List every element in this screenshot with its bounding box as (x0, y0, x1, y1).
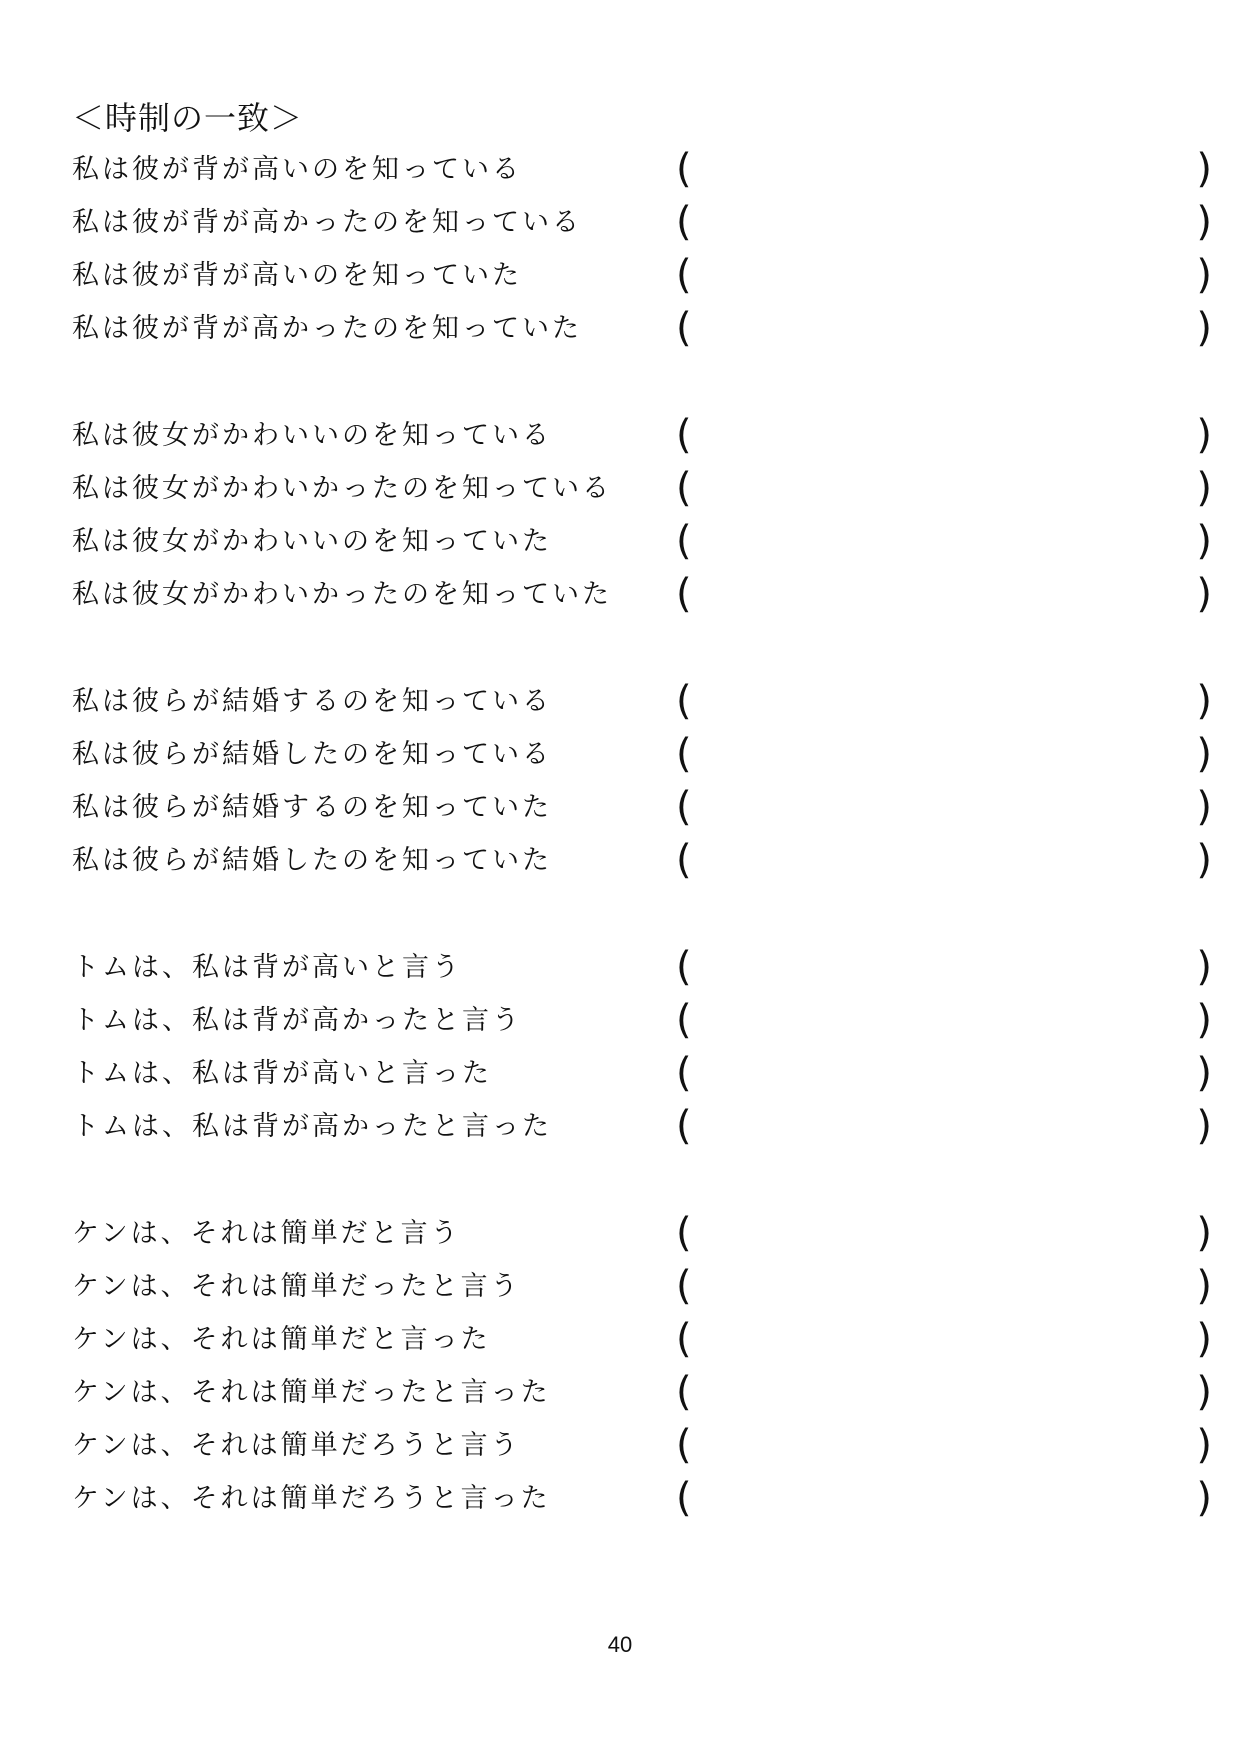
sentence-text: 私は彼が背が高かったのを知っている (72, 207, 582, 238)
exercise-section (72, 414, 1212, 626)
sentence-text: ケンは、それは簡単だったと言う (72, 1271, 521, 1302)
answer-blank[interactable] (676, 414, 1212, 460)
answer-blank[interactable] (676, 1212, 1212, 1258)
sentence-text: ケンは、それは簡単だったと言った (72, 1377, 551, 1408)
exercise-sections (72, 148, 1212, 1584)
close-paren: ) (1196, 1316, 1212, 1362)
close-paren: ) (1196, 1475, 1212, 1521)
open-paren: ( (676, 1210, 692, 1256)
answer-blank[interactable] (676, 467, 1212, 513)
exercise-row (72, 680, 1212, 733)
exercise-row (72, 467, 1212, 520)
answer-blank[interactable] (676, 201, 1212, 247)
open-paren: ( (676, 199, 692, 245)
answer-blank[interactable] (676, 1424, 1212, 1470)
exercise-row (72, 1212, 1212, 1265)
answer-blank[interactable] (676, 573, 1212, 619)
open-paren: ( (676, 252, 692, 298)
sentence-text: 私は彼が背が高いのを知っていた (72, 260, 522, 291)
open-paren: ( (676, 571, 692, 617)
exercise-section (72, 946, 1212, 1158)
exercise-row (72, 733, 1212, 786)
close-paren: ) (1196, 837, 1212, 883)
close-paren: ) (1196, 518, 1212, 564)
exercise-row (72, 1371, 1212, 1424)
exercise-row (72, 1052, 1212, 1105)
close-paren: ) (1196, 146, 1212, 192)
answer-blank[interactable] (676, 680, 1212, 726)
exercise-row (72, 254, 1212, 307)
sentence-text: ケンは、それは簡単だと言う (72, 1218, 461, 1249)
exercise-row (72, 1105, 1212, 1158)
close-paren: ) (1196, 571, 1212, 617)
exercise-row (72, 946, 1212, 999)
open-paren: ( (676, 412, 692, 458)
sentence-text: トムは、私は背が高いと言う (72, 952, 462, 983)
open-paren: ( (676, 731, 692, 777)
sentence-text: 私は彼らが結婚したのを知っていた (72, 845, 552, 876)
sentence-text: トムは、私は背が高いと言った (72, 1058, 492, 1089)
answer-blank[interactable] (676, 148, 1212, 194)
close-paren: ) (1196, 305, 1212, 351)
open-paren: ( (676, 1475, 692, 1521)
close-paren: ) (1196, 465, 1212, 511)
exercise-row (72, 1424, 1212, 1477)
answer-blank[interactable] (676, 839, 1212, 885)
sentence-text: 私は彼らが結婚するのを知っていた (72, 792, 552, 823)
close-paren: ) (1196, 412, 1212, 458)
sentence-text: ケンは、それは簡単だろうと言った (72, 1483, 551, 1514)
open-paren: ( (676, 678, 692, 724)
sentence-text: ケンは、それは簡単だと言った (72, 1324, 491, 1355)
sentence-text: 私は彼女がかわいいのを知っていた (72, 526, 552, 557)
sentence-text: ケンは、それは簡単だろうと言う (72, 1430, 521, 1461)
exercise-row (72, 1318, 1212, 1371)
sentence-text: 私は彼女がかわいいのを知っている (72, 420, 552, 451)
open-paren: ( (676, 997, 692, 1043)
answer-blank[interactable] (676, 1265, 1212, 1311)
close-paren: ) (1196, 731, 1212, 777)
answer-blank[interactable] (676, 1105, 1212, 1151)
close-paren: ) (1196, 1050, 1212, 1096)
exercise-row (72, 201, 1212, 254)
open-paren: ( (676, 944, 692, 990)
answer-blank[interactable] (676, 999, 1212, 1045)
exercise-row (72, 307, 1212, 360)
close-paren: ) (1196, 199, 1212, 245)
sentence-text: 私は彼女がかわいかったのを知っていた (72, 579, 612, 610)
sentence-text: トムは、私は背が高かったと言う (72, 1005, 522, 1036)
open-paren: ( (676, 1103, 692, 1149)
open-paren: ( (676, 1422, 692, 1468)
exercise-row (72, 1477, 1212, 1530)
sentence-text: 私は彼らが結婚するのを知っている (72, 686, 552, 717)
open-paren: ( (676, 784, 692, 830)
exercise-row (72, 414, 1212, 467)
answer-blank[interactable] (676, 307, 1212, 353)
exercise-section (72, 1212, 1212, 1530)
close-paren: ) (1196, 944, 1212, 990)
close-paren: ) (1196, 678, 1212, 724)
answer-blank[interactable] (676, 1477, 1212, 1523)
sentence-text: 私は彼女がかわいかったのを知っている (72, 473, 612, 504)
answer-blank[interactable] (676, 520, 1212, 566)
close-paren: ) (1196, 252, 1212, 298)
exercise-row (72, 999, 1212, 1052)
exercise-section (72, 148, 1212, 360)
exercise-row (72, 148, 1212, 201)
sentence-text: トムは、私は背が高かったと言った (72, 1111, 552, 1142)
open-paren: ( (676, 1316, 692, 1362)
open-paren: ( (676, 146, 692, 192)
exercise-section (72, 680, 1212, 892)
close-paren: ) (1196, 1369, 1212, 1415)
open-paren: ( (676, 305, 692, 351)
close-paren: ) (1196, 784, 1212, 830)
open-paren: ( (676, 1369, 692, 1415)
exercise-row (72, 573, 1212, 626)
exercise-row (72, 786, 1212, 839)
sentence-text: 私は彼が背が高いのを知っている (72, 154, 522, 185)
exercise-row (72, 839, 1212, 892)
open-paren: ( (676, 1050, 692, 1096)
answer-blank[interactable] (676, 1318, 1212, 1364)
close-paren: ) (1196, 1263, 1212, 1309)
answer-blank[interactable] (676, 946, 1212, 992)
answer-blank[interactable] (676, 1371, 1212, 1417)
page-title: ＜時制の一致＞ (72, 99, 304, 137)
close-paren: ) (1196, 1422, 1212, 1468)
exercise-row (72, 520, 1212, 573)
close-paren: ) (1196, 997, 1212, 1043)
open-paren: ( (676, 1263, 692, 1309)
open-paren: ( (676, 465, 692, 511)
open-paren: ( (676, 837, 692, 883)
close-paren: ) (1196, 1103, 1212, 1149)
answer-blank[interactable] (676, 786, 1212, 832)
exercise-row (72, 1265, 1212, 1318)
answer-blank[interactable] (676, 733, 1212, 779)
page-number: 40 (607, 1632, 633, 1657)
sentence-text: 私は彼が背が高かったのを知っていた (72, 313, 582, 344)
open-paren: ( (676, 518, 692, 564)
sentence-text: 私は彼らが結婚したのを知っている (72, 739, 552, 770)
answer-blank[interactable] (676, 1052, 1212, 1098)
answer-blank[interactable] (676, 254, 1212, 300)
close-paren: ) (1196, 1210, 1212, 1256)
